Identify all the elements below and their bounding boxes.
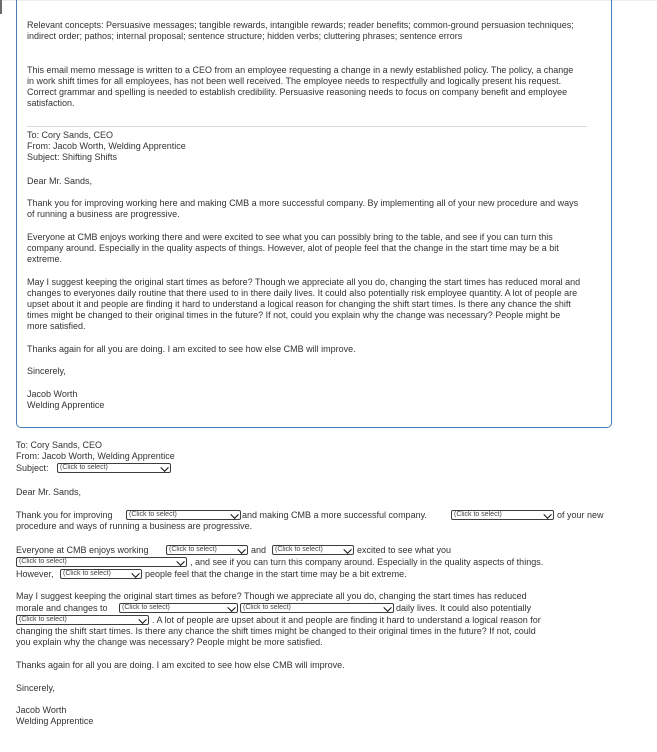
original-paragraph-2: Everyone at CMB enjoys working there and were excited to see what you can possibly bring to the table, and see if you can turn this company around. Especially in the quality aspects of things. However, alot of people feel that the change in the start time may be a bit extreme. <box>27 232 559 264</box>
concepts-text: Relevant concepts: Persuasive messages; tangible rewards, intangible rewards; reader benefits; common-ground persuasion techniques; indirect order; pathos; internal proposal; sentence structure; hidden verbs; cluttering phrases; sentence errors <box>27 20 574 41</box>
instructions-divider <box>27 126 587 127</box>
original-from: From: Jacob Worth, Welding Apprentice <box>27 141 186 151</box>
edit-p1-d: procedure and ways of running a business are progressive. <box>16 521 253 531</box>
original-paragraph-1: Thank you for improving working here and making CMB a more successful company. By implementing all of your new procedure and ways of running a business are progressive. <box>27 198 579 219</box>
edit-p1-c: of your new <box>557 510 604 520</box>
edit-subject-label: Subject: <box>16 463 49 473</box>
chevron-down-icon <box>383 604 391 612</box>
chevron-down-icon <box>160 464 168 472</box>
p1-dropdown-2[interactable]: (Click to select) <box>451 510 554 520</box>
subject-dropdown[interactable]: (Click to select) <box>57 463 171 473</box>
p3-dropdown-2[interactable]: (Click to select) <box>240 603 394 613</box>
chevron-down-icon <box>543 511 551 519</box>
edit-to: To: Cory Sands, CEO <box>16 440 103 450</box>
chevron-down-icon <box>227 604 235 612</box>
edit-p3-b: morale and changes to <box>16 603 108 613</box>
edit-name: Jacob Worth <box>16 705 67 715</box>
chevron-down-icon <box>176 558 184 566</box>
original-name: Jacob Worth <box>27 389 78 399</box>
edit-p1-b: and making CMB a more successful company. <box>242 510 427 520</box>
p3-dropdown-3[interactable]: (Click to select) <box>16 615 149 625</box>
original-salutation: Dear Mr. Sands, <box>27 176 93 186</box>
original-to: To: Cory Sands, CEO <box>27 130 114 140</box>
p2-dropdown-2[interactable]: (Click to select) <box>272 545 354 555</box>
p2-dropdown-1[interactable]: (Click to select) <box>166 545 248 555</box>
edit-p3-f: you explain why the change was necessary? People might be more satisfied. <box>16 637 323 647</box>
edit-p2-d: , and see if you can turn this company around. Especially in the quality aspects of things. <box>190 557 544 567</box>
original-paragraph-3: May I suggest keeping the original start times as before? Though we appreciate all you do, changing the start times has reduced moral and changes to everyones daily routine that there used to in there daily lives. It could also potentially risk employee quantity. A lot of people are upset about it and people are finding it hard to understand a logical reason for changing the shift start times. Is there any chance the shift times might be changed to their original times in the future? If not, could you explain why the change was necessary? People might be more satisfied. <box>27 277 581 331</box>
edit-p2-f: people feel that the change in the start time may be a bit extreme. <box>145 569 407 579</box>
p2-dropdown-3[interactable]: (Click to select) <box>16 557 187 567</box>
edit-p2-e: However, <box>16 569 54 579</box>
chevron-down-icon <box>237 546 245 554</box>
chevron-down-icon <box>230 511 238 519</box>
original-subject: Subject: Shifting Shifts <box>27 152 118 162</box>
edit-p3-d: . A lot of people are upset about it and people are finding it hard to understand a logical reason for <box>152 615 541 625</box>
edit-from: From: Jacob Worth, Welding Apprentice <box>16 451 175 461</box>
original-closing: Sincerely, <box>27 366 66 376</box>
edit-p1-a: Thank you for improving <box>16 510 113 520</box>
chevron-down-icon <box>138 616 146 624</box>
chevron-down-icon <box>131 570 139 578</box>
edit-p3-e: changing the shift start times. Is there any chance the shift times might be changed to their original times in the future? If not, could <box>16 626 536 636</box>
edit-closing: Sincerely, <box>16 683 55 693</box>
edit-salutation: Dear Mr. Sands, <box>16 487 82 497</box>
edit-p2-c: excited to see what you <box>357 545 452 555</box>
p2-dropdown-4[interactable]: (Click to select) <box>60 569 142 579</box>
memo-description: This email memo message is written to a CEO from an employee requesting a change in a newly established policy. The policy, a change in work shift times for all employees, has not been well received. The employee needs to respectfully and logically present his request. Correct grammar and spelling is needed to establish credibility. Persuasive reasoning needs to focus on company benefit and employee satisfaction. <box>27 65 574 108</box>
chevron-down-icon <box>343 546 351 554</box>
original-paragraph-4: Thanks again for all you are doing. I am excited to see how else CMB will improve. <box>27 344 356 354</box>
edit-p3-c: daily lives. It could also potentially <box>396 603 532 613</box>
edit-title: Welding Apprentice <box>16 716 94 726</box>
edit-p4: Thanks again for all you are doing. I am excited to see how else CMB will improve. <box>16 660 345 670</box>
edit-p3-a: May I suggest keeping the original start times as before? Though we appreciate all you do, changing the start times has reduced <box>16 591 527 601</box>
p1-dropdown-1[interactable]: (Click to select) <box>126 510 241 520</box>
top-left-marker <box>0 0 2 14</box>
edit-p2-a: Everyone at CMB enjoys working <box>16 545 149 555</box>
p3-dropdown-1[interactable]: (Click to select) <box>119 603 238 613</box>
original-title: Welding Apprentice <box>27 400 105 410</box>
edit-p2-b: and <box>251 545 267 555</box>
